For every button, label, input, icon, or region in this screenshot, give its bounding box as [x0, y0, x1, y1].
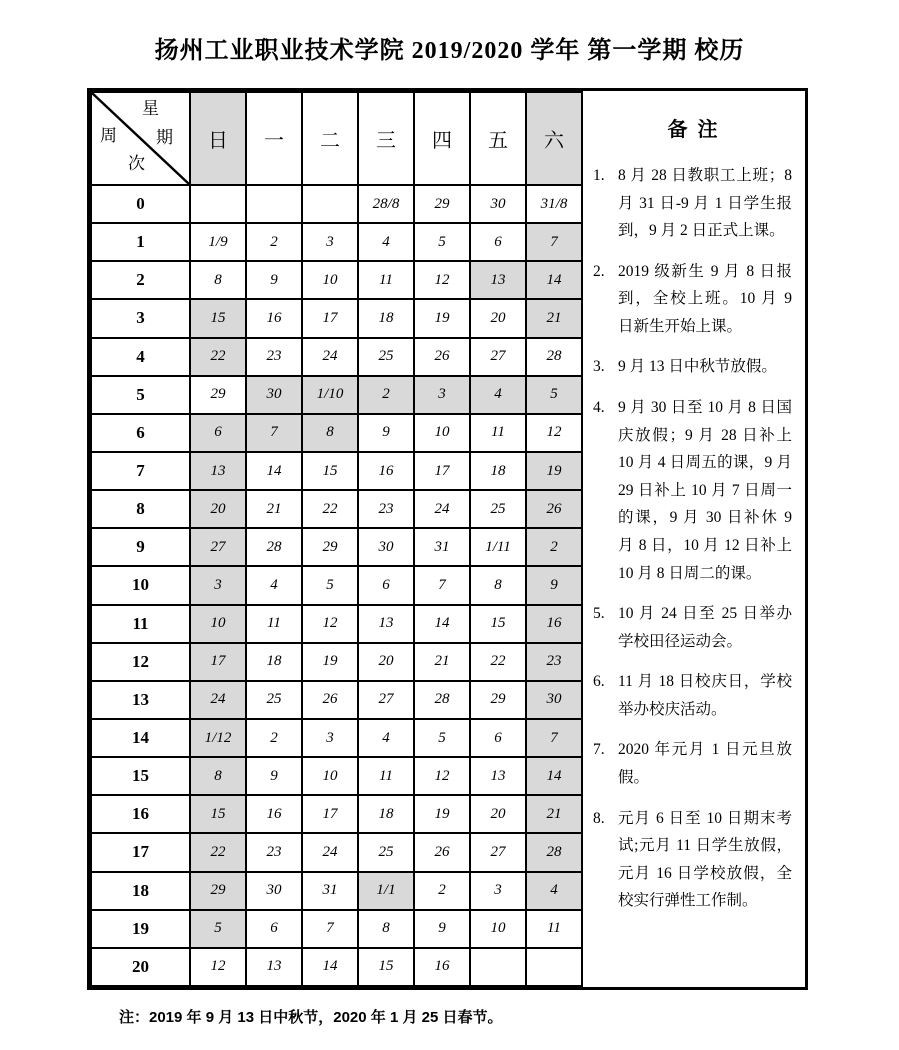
date-cell: 29 — [414, 185, 470, 223]
date-cell: 19 — [414, 299, 470, 337]
date-cell: 26 — [302, 681, 358, 719]
week-number-cell: 9 — [91, 528, 190, 566]
date-cell: 29 — [190, 872, 246, 910]
date-cell: 3 — [302, 719, 358, 757]
week-number-cell: 18 — [91, 872, 190, 910]
note-number: 2. — [593, 262, 605, 280]
date-cell: 2 — [358, 376, 414, 414]
week-row — [91, 223, 582, 261]
week-number-cell: 20 — [91, 948, 190, 986]
date-cell: 20 — [190, 490, 246, 528]
date-cell: 9 — [358, 414, 414, 452]
week-row — [91, 910, 582, 948]
date-cell: 28 — [414, 681, 470, 719]
date-cell: 31 — [414, 528, 470, 566]
notes-list — [593, 162, 792, 915]
date-cell: 4 — [358, 223, 414, 261]
date-cell: 1/9 — [190, 223, 246, 261]
week-row — [91, 872, 582, 910]
week-number-cell: 11 — [91, 605, 190, 643]
week-number-cell: 7 — [91, 452, 190, 490]
week-row — [91, 376, 582, 414]
week-number-cell: 16 — [91, 795, 190, 833]
date-cell: 5 — [526, 376, 582, 414]
note-number: 3. — [593, 358, 605, 376]
date-cell: 12 — [526, 414, 582, 452]
date-cell: 21 — [526, 299, 582, 337]
note-text: 2019 级新生 9 月 8 日报到，全校上班。10 月 9 日新生开始上课。 — [618, 262, 792, 335]
date-cell: 29 — [302, 528, 358, 566]
date-cell: 7 — [526, 719, 582, 757]
date-cell: 8 — [358, 910, 414, 948]
week-number-cell: 12 — [91, 643, 190, 681]
date-cell: 3 — [414, 376, 470, 414]
date-cell: 17 — [414, 452, 470, 490]
date-cell: 27 — [358, 681, 414, 719]
date-cell: 14 — [526, 261, 582, 299]
date-cell: 8 — [470, 566, 526, 604]
week-number-cell: 10 — [91, 566, 190, 604]
calendar-grid — [90, 91, 581, 987]
corner-char-xing: 星 — [142, 99, 159, 118]
week-row — [91, 414, 582, 452]
date-cell: 2 — [246, 223, 302, 261]
calendar-sheet — [87, 88, 808, 990]
date-cell: 4 — [470, 376, 526, 414]
note-item — [593, 353, 792, 381]
date-cell: 30 — [246, 872, 302, 910]
date-cell: 2 — [414, 872, 470, 910]
date-cell: 17 — [302, 795, 358, 833]
date-cell: 20 — [358, 643, 414, 681]
date-cell: 12 — [190, 948, 246, 986]
date-cell: 24 — [302, 833, 358, 871]
date-cell: 26 — [414, 833, 470, 871]
date-cell: 12 — [414, 757, 470, 795]
note-text: 2020 年元月 1 日元旦放假。 — [618, 741, 792, 786]
week-row — [91, 490, 582, 528]
note-number: 7. — [593, 741, 605, 759]
page-title: 扬州工业职业技术学院 2019/2020 学年 第一学期 校历 — [154, 38, 745, 64]
week-row — [91, 719, 582, 757]
date-cell: 15 — [358, 948, 414, 986]
date-cell: 14 — [302, 948, 358, 986]
date-cell — [470, 948, 526, 986]
week-number-cell: 6 — [91, 414, 190, 452]
week-row — [91, 185, 582, 223]
date-cell: 4 — [358, 719, 414, 757]
date-cell: 2 — [526, 528, 582, 566]
week-row — [91, 681, 582, 719]
calendar-table — [90, 91, 583, 987]
week-number-cell: 19 — [91, 910, 190, 948]
date-cell: 13 — [358, 605, 414, 643]
date-cell: 9 — [246, 757, 302, 795]
date-cell: 30 — [246, 376, 302, 414]
note-number: 6. — [593, 673, 605, 691]
date-cell: 5 — [302, 566, 358, 604]
date-cell: 10 — [414, 414, 470, 452]
date-cell: 6 — [358, 566, 414, 604]
date-cell: 30 — [526, 681, 582, 719]
date-cell: 1/11 — [470, 528, 526, 566]
week-number-cell: 14 — [91, 719, 190, 757]
date-cell: 7 — [246, 414, 302, 452]
date-cell: 13 — [246, 948, 302, 986]
date-cell: 23 — [526, 643, 582, 681]
date-cell: 3 — [190, 566, 246, 604]
date-cell: 1/10 — [302, 376, 358, 414]
date-cell: 13 — [190, 452, 246, 490]
date-cell: 10 — [470, 910, 526, 948]
date-cell: 9 — [526, 566, 582, 604]
note-item — [593, 258, 792, 341]
date-cell: 10 — [302, 757, 358, 795]
date-cell — [246, 185, 302, 223]
week-number-cell: 4 — [91, 338, 190, 376]
week-row — [91, 643, 582, 681]
date-cell: 25 — [358, 833, 414, 871]
week-number-cell: 5 — [91, 376, 190, 414]
date-cell — [302, 185, 358, 223]
week-number-cell: 15 — [91, 757, 190, 795]
day-header: 三 — [358, 92, 414, 185]
date-cell: 16 — [526, 605, 582, 643]
date-cell: 28 — [526, 833, 582, 871]
date-cell: 18 — [246, 643, 302, 681]
date-cell: 5 — [414, 223, 470, 261]
note-text: 10 月 24 日至 25 日举办学校田径运动会。 — [618, 605, 792, 650]
week-number-cell: 1 — [91, 223, 190, 261]
date-cell: 23 — [246, 833, 302, 871]
date-cell: 22 — [190, 338, 246, 376]
corner-cell — [91, 92, 190, 185]
date-cell: 11 — [358, 757, 414, 795]
date-cell: 14 — [246, 452, 302, 490]
date-cell: 30 — [470, 185, 526, 223]
note-text: 8 月 28 日教职工上班；8 月 31 日-9 月 1 日学生报到，9 月 2 日正式上课。 — [618, 167, 792, 240]
date-cell: 14 — [526, 757, 582, 795]
notes-title: 备 注 — [667, 119, 718, 141]
date-cell: 29 — [470, 681, 526, 719]
date-cell: 19 — [302, 643, 358, 681]
notes-panel — [581, 91, 805, 987]
date-cell: 14 — [414, 605, 470, 643]
date-cell: 11 — [246, 605, 302, 643]
date-cell: 11 — [358, 261, 414, 299]
date-cell: 3 — [470, 872, 526, 910]
week-row — [91, 833, 582, 871]
date-cell: 20 — [470, 795, 526, 833]
week-row — [91, 299, 582, 337]
note-item — [593, 600, 792, 655]
week-row — [91, 261, 582, 299]
date-cell: 24 — [190, 681, 246, 719]
date-cell: 20 — [470, 299, 526, 337]
date-cell: 15 — [190, 795, 246, 833]
date-cell: 23 — [358, 490, 414, 528]
date-cell: 1/12 — [190, 719, 246, 757]
note-number: 5. — [593, 605, 605, 623]
date-cell: 31 — [302, 872, 358, 910]
date-cell: 27 — [190, 528, 246, 566]
note-item — [593, 394, 792, 587]
date-cell: 5 — [414, 719, 470, 757]
week-number-cell: 8 — [91, 490, 190, 528]
note-item — [593, 668, 792, 723]
date-cell: 16 — [414, 948, 470, 986]
date-cell: 19 — [526, 452, 582, 490]
date-cell: 27 — [470, 338, 526, 376]
week-number-cell: 2 — [91, 261, 190, 299]
note-item — [593, 162, 792, 245]
corner-char-qi: 期 — [156, 128, 173, 147]
note-item — [593, 805, 792, 915]
date-cell: 4 — [246, 566, 302, 604]
note-text: 元月 6 日至 10 日期末考试;元月 11 日学生放假，元月 16 日学校放假，全校实行弹性工作制。 — [618, 809, 792, 910]
date-cell: 8 — [302, 414, 358, 452]
date-cell: 3 — [302, 223, 358, 261]
date-cell: 13 — [470, 757, 526, 795]
date-cell: 7 — [302, 910, 358, 948]
corner-char-zhou: 周 — [100, 126, 117, 145]
date-cell: 1/1 — [358, 872, 414, 910]
day-header: 五 — [470, 92, 526, 185]
footnote: 注：2019 年 9 月 13 日中秋节，2020 年 1 月 25 日春节。 — [119, 1009, 503, 1026]
week-row — [91, 338, 582, 376]
date-cell: 10 — [302, 261, 358, 299]
date-cell: 22 — [190, 833, 246, 871]
date-cell: 18 — [470, 452, 526, 490]
date-cell: 28 — [246, 528, 302, 566]
date-cell: 23 — [246, 338, 302, 376]
date-cell: 4 — [526, 872, 582, 910]
date-cell: 7 — [526, 223, 582, 261]
date-cell: 6 — [470, 223, 526, 261]
note-item — [593, 736, 792, 791]
date-cell: 13 — [470, 261, 526, 299]
date-cell: 25 — [358, 338, 414, 376]
date-cell: 25 — [470, 490, 526, 528]
date-cell: 30 — [358, 528, 414, 566]
date-cell: 9 — [246, 261, 302, 299]
date-cell: 17 — [302, 299, 358, 337]
date-cell: 31/8 — [526, 185, 582, 223]
date-cell: 11 — [470, 414, 526, 452]
date-cell: 24 — [414, 490, 470, 528]
note-text: 11 月 18 日校庆日，学校举办校庆活动。 — [618, 673, 792, 718]
week-row — [91, 605, 582, 643]
note-text: 9 月 30 日至 10 月 8 日国庆放假；9 月 28 日补上 10 月 4 日周五的课，9 月 29 日补上 10 月 7 日周一的课，9 月 30 日补休 9 月 8 日，10 月 12 日补上 10 月 8 日周二的课。 — [618, 399, 792, 582]
corner-char-ci: 次 — [128, 154, 145, 173]
date-cell: 10 — [190, 605, 246, 643]
date-cell: 2 — [246, 719, 302, 757]
day-header: 一 — [246, 92, 302, 185]
date-cell: 11 — [526, 910, 582, 948]
date-cell: 25 — [246, 681, 302, 719]
date-cell: 15 — [302, 452, 358, 490]
date-cell — [190, 185, 246, 223]
week-row — [91, 795, 582, 833]
date-cell: 29 — [190, 376, 246, 414]
date-cell: 15 — [470, 605, 526, 643]
date-cell: 8 — [190, 757, 246, 795]
date-cell: 28 — [526, 338, 582, 376]
date-cell: 17 — [190, 643, 246, 681]
day-header: 日 — [190, 92, 246, 185]
date-cell: 16 — [246, 299, 302, 337]
calendar-header-row — [91, 92, 582, 185]
note-number: 4. — [593, 399, 605, 417]
date-cell: 12 — [302, 605, 358, 643]
date-cell: 18 — [358, 299, 414, 337]
date-cell — [526, 948, 582, 986]
date-cell: 9 — [414, 910, 470, 948]
date-cell: 6 — [246, 910, 302, 948]
note-text: 9 月 13 日中秋节放假。 — [618, 358, 777, 376]
date-cell: 21 — [526, 795, 582, 833]
date-cell: 28/8 — [358, 185, 414, 223]
week-row — [91, 757, 582, 795]
date-cell: 7 — [414, 566, 470, 604]
date-cell: 8 — [190, 261, 246, 299]
date-cell: 6 — [470, 719, 526, 757]
date-cell: 22 — [470, 643, 526, 681]
date-cell: 27 — [470, 833, 526, 871]
date-cell: 19 — [414, 795, 470, 833]
date-cell: 24 — [302, 338, 358, 376]
day-header: 二 — [302, 92, 358, 185]
date-cell: 26 — [526, 490, 582, 528]
date-cell: 21 — [246, 490, 302, 528]
day-header: 四 — [414, 92, 470, 185]
date-cell: 21 — [414, 643, 470, 681]
date-cell: 15 — [190, 299, 246, 337]
week-number-cell: 17 — [91, 833, 190, 871]
week-number-cell: 0 — [91, 185, 190, 223]
note-number: 8. — [593, 809, 605, 827]
date-cell: 16 — [246, 795, 302, 833]
date-cell: 12 — [414, 261, 470, 299]
day-header: 六 — [526, 92, 582, 185]
week-row — [91, 566, 582, 604]
date-cell: 22 — [302, 490, 358, 528]
week-row — [91, 452, 582, 490]
date-cell: 16 — [358, 452, 414, 490]
week-number-cell: 13 — [91, 681, 190, 719]
date-cell: 26 — [414, 338, 470, 376]
date-cell: 6 — [190, 414, 246, 452]
week-number-cell: 3 — [91, 299, 190, 337]
week-row — [91, 948, 582, 986]
week-row — [91, 528, 582, 566]
date-cell: 18 — [358, 795, 414, 833]
date-cell: 5 — [190, 910, 246, 948]
note-number: 1. — [593, 167, 605, 184]
